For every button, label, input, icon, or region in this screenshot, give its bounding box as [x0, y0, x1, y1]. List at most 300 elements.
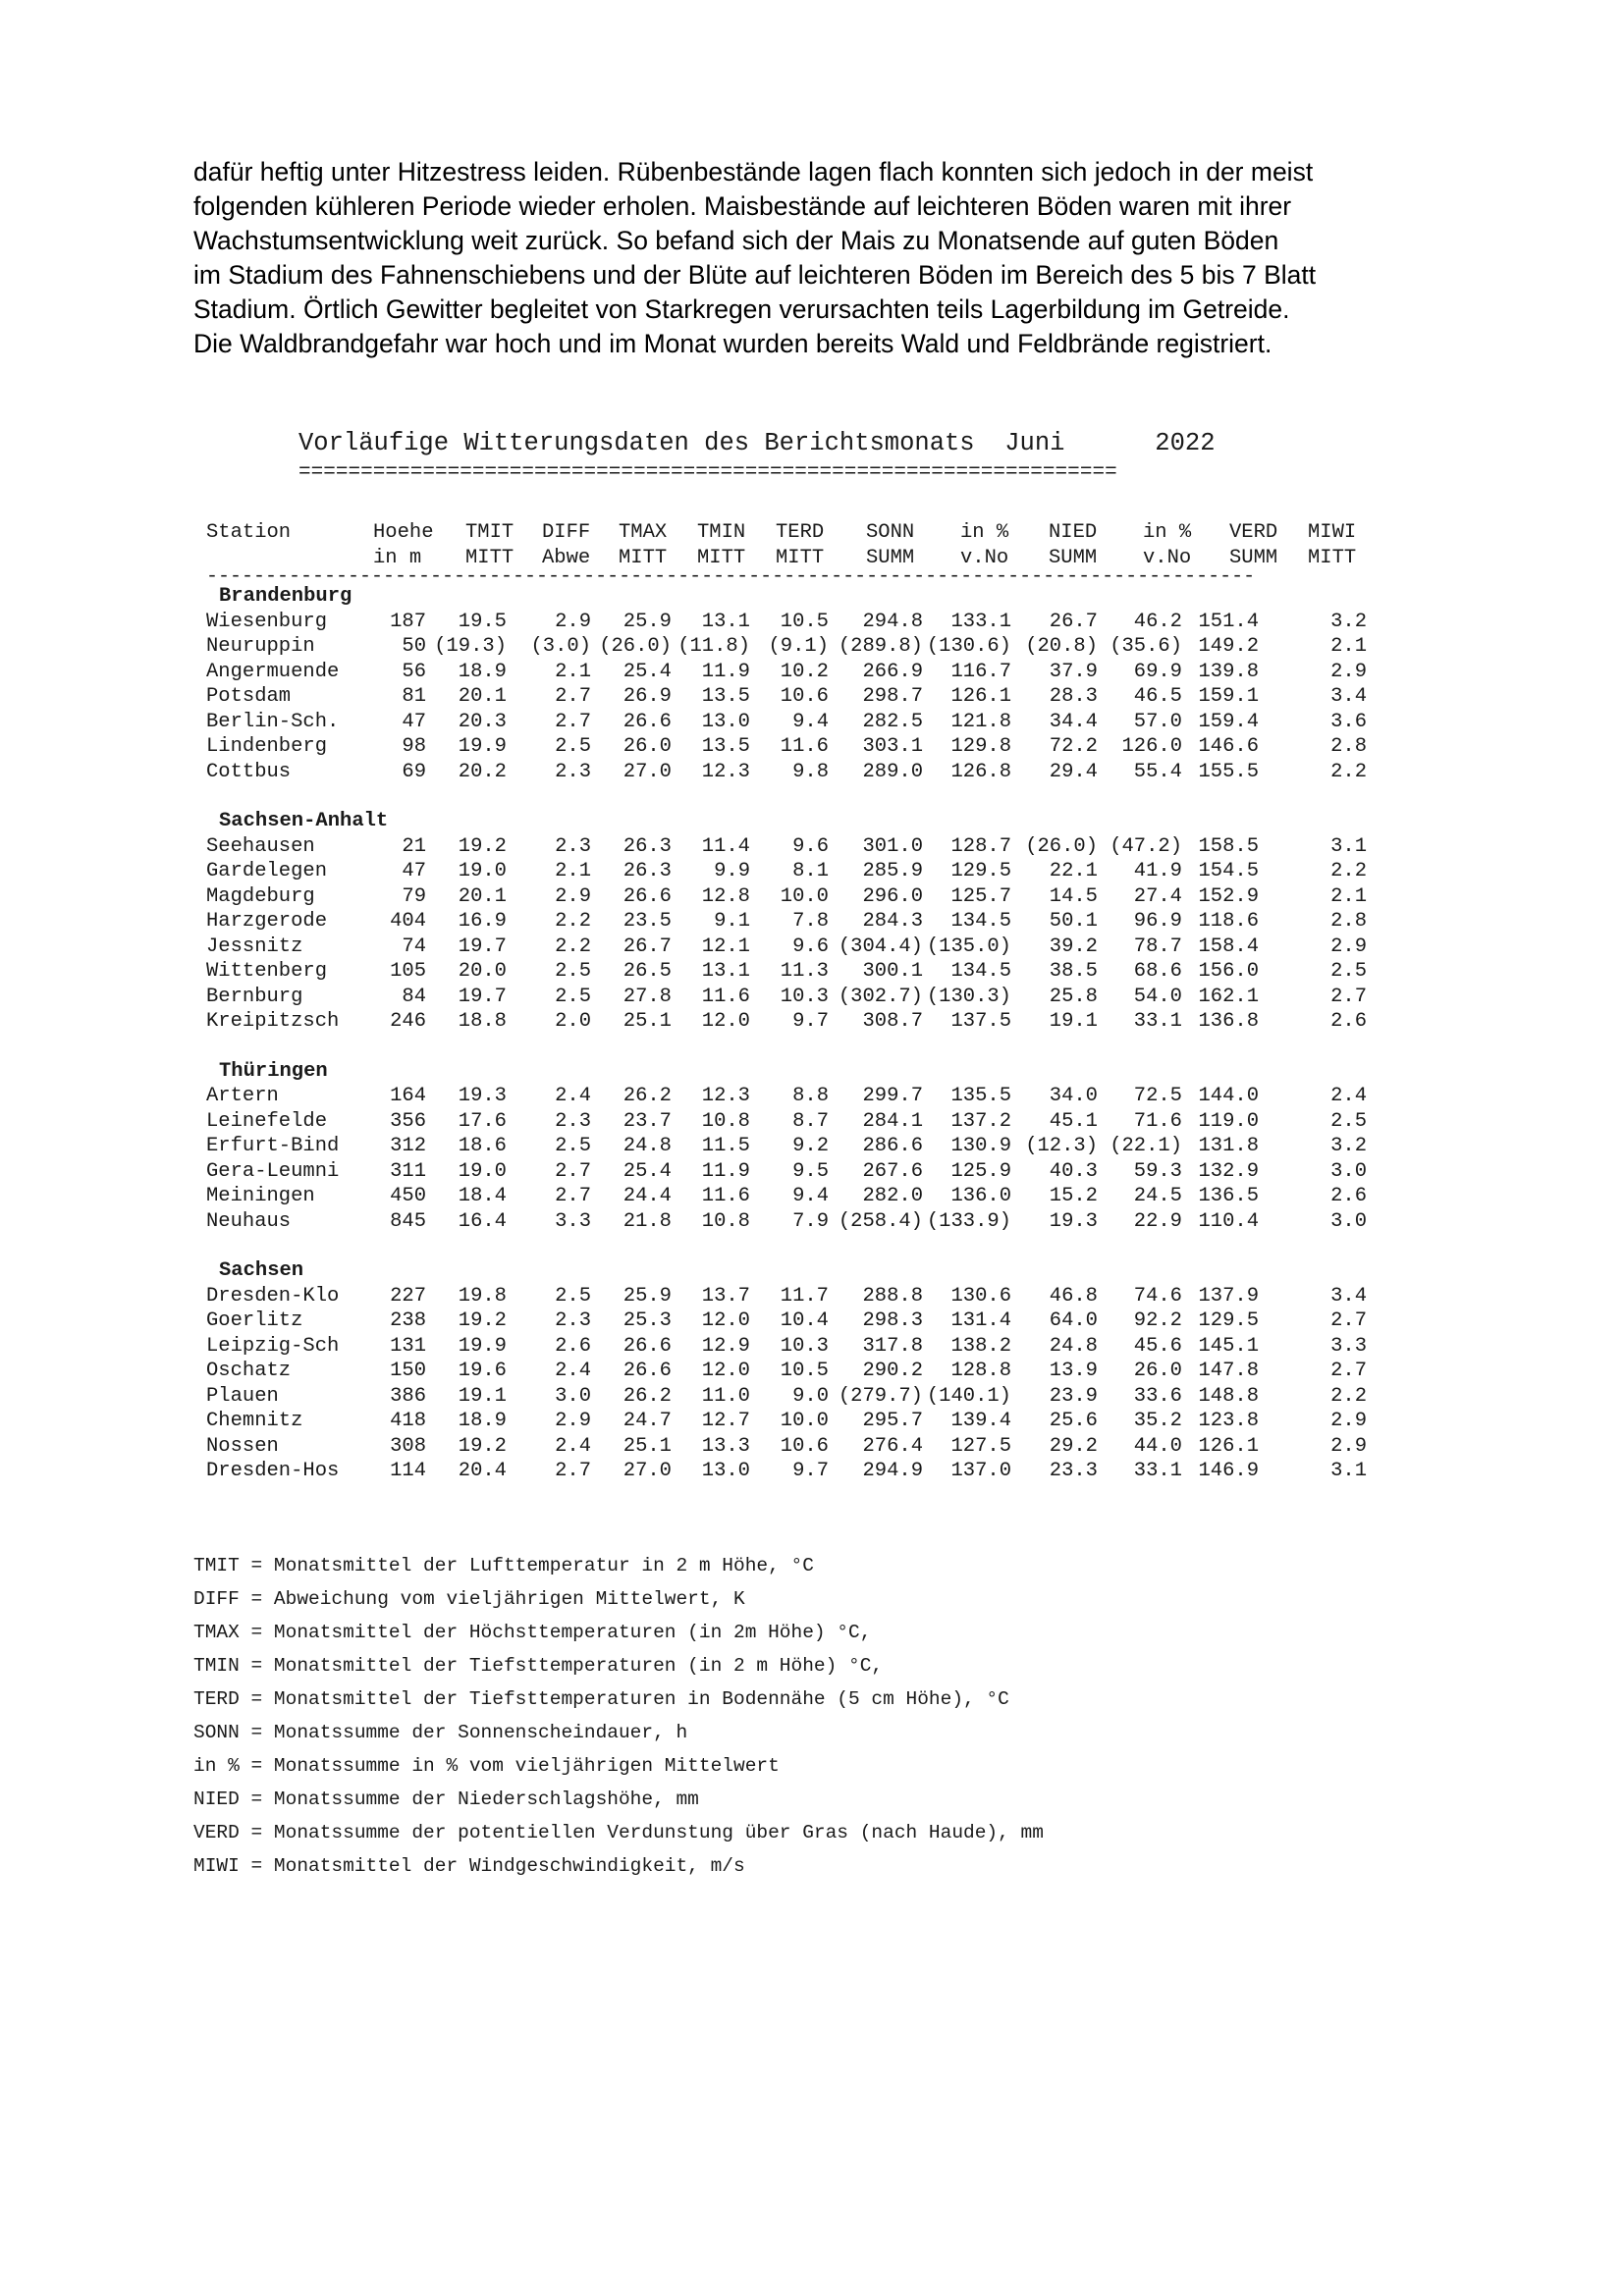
legend-item: DIFF = Abweichung vom vieljährigen Mittelwert, K	[193, 1588, 745, 1610]
table-cell: 12.1	[701, 934, 750, 958]
table-cell: 2.3	[555, 1109, 591, 1133]
station-name: Neuhaus	[206, 1209, 292, 1233]
table-cell: 356	[390, 1109, 426, 1133]
legend-item: TMAX = Monatsmittel der Höchsttemperaturen (in 2m Höhe) °C,	[193, 1622, 872, 1643]
table-cell: 12.0	[701, 1010, 750, 1033]
column-header: TMAX	[619, 521, 668, 544]
table-cell: 11.7	[780, 1284, 829, 1308]
column-header: MITT	[1308, 546, 1357, 569]
table-cell: 29.4	[1049, 760, 1098, 783]
legend-item: TMIN = Monatsmittel der Tiefsttemperaturen (in 2 m Höhe) °C,	[193, 1655, 884, 1677]
table-cell: (135.0)	[926, 934, 1011, 958]
table-cell: 22.9	[1133, 1209, 1182, 1233]
table-cell: 46.5	[1133, 685, 1182, 708]
table-cell: 284.1	[862, 1109, 923, 1133]
table-cell: 26.0	[1133, 1360, 1182, 1382]
table-cell: 131	[390, 1334, 426, 1358]
table-cell: 9.9	[714, 860, 750, 882]
table-cell: 12.7	[701, 1410, 750, 1432]
table-cell: 139.4	[950, 1410, 1011, 1432]
table-cell: 2.5	[555, 960, 591, 983]
legend-item: SONN = Monatssumme der Sonnenscheindauer, h	[193, 1722, 688, 1743]
column-header: v.No	[960, 546, 1009, 569]
table-cell: 289.0	[862, 760, 923, 783]
table-cell: 8.7	[792, 1109, 829, 1133]
table-cell: 12.3	[701, 1085, 750, 1107]
table-cell: 10.5	[780, 1360, 829, 1382]
table-cell: 10.2	[780, 660, 829, 683]
station-name: Harzgerode	[206, 910, 328, 933]
table-cell: 13.1	[701, 960, 750, 983]
station-name: Chemnitz	[206, 1410, 303, 1432]
table-cell: 9.4	[792, 1185, 829, 1207]
column-header: SUMM	[1229, 546, 1278, 569]
table-cell: 25.4	[623, 1159, 672, 1183]
table-cell: 11.5	[701, 1135, 750, 1157]
table-cell: 11.4	[701, 834, 750, 858]
table-cell: 2.2	[1330, 860, 1367, 882]
table-cell: 2.7	[1330, 985, 1367, 1008]
table-cell: (11.8)	[677, 635, 750, 658]
table-cell: 308.7	[862, 1010, 923, 1033]
table-row	[206, 859, 1394, 884]
table-cell: 154.5	[1198, 860, 1259, 882]
table-cell: 8.1	[792, 860, 829, 882]
table-cell: 136.0	[950, 1185, 1011, 1207]
header-row	[206, 520, 1394, 546]
table-cell: 133.1	[950, 610, 1011, 633]
table-cell: 10.4	[780, 1309, 829, 1332]
table-cell: 12.8	[701, 884, 750, 908]
table-cell: 33.1	[1133, 1010, 1182, 1033]
column-header: TMIT	[465, 521, 514, 544]
intro-line: Die Waldbrandgefahr war hoch und im Monat wurden bereits Wald und Feldbrände registriert.	[193, 329, 1272, 358]
table-cell: 2.6	[1330, 1010, 1367, 1033]
table-cell: 20.1	[458, 884, 507, 908]
table-cell: 45.6	[1133, 1334, 1182, 1358]
table-cell: 9.5	[792, 1159, 829, 1183]
table-cell: 16.4	[458, 1209, 507, 1233]
table-cell: 294.8	[862, 610, 923, 633]
table-cell: 136.8	[1198, 1010, 1259, 1033]
weather-table	[206, 520, 1394, 1484]
table-cell: 10.3	[780, 1334, 829, 1358]
table-cell: 2.9	[1330, 1410, 1367, 1432]
table-cell: (130.3)	[926, 985, 1011, 1008]
header-row	[206, 546, 1394, 571]
column-header: in %	[960, 521, 1009, 544]
column-header: Hoehe	[373, 521, 434, 544]
table-cell: 282.0	[862, 1185, 923, 1207]
table-row	[206, 1109, 1394, 1135]
table-cell: 2.0	[555, 1010, 591, 1033]
table-cell: 8.8	[792, 1085, 829, 1107]
table-cell: 303.1	[862, 735, 923, 758]
table-cell: 150	[390, 1360, 426, 1382]
column-header: MITT	[697, 546, 746, 569]
table-cell: 149.2	[1198, 635, 1259, 658]
table-cell: 9.4	[792, 710, 829, 733]
station-name: Angermuende	[206, 660, 340, 683]
table-cell: 2.5	[1330, 960, 1367, 983]
table-cell: 26.3	[623, 834, 672, 858]
table-row	[206, 634, 1394, 660]
table-cell: 2.9	[555, 1410, 591, 1432]
table-cell: 2.1	[1330, 884, 1367, 908]
table-cell: 18.4	[458, 1185, 507, 1207]
report-month: Juni	[1004, 429, 1065, 457]
table-cell: 125.9	[950, 1159, 1011, 1183]
table-cell: (304.4)	[838, 934, 923, 958]
table-cell: 137.5	[950, 1010, 1011, 1033]
table-row	[206, 1009, 1394, 1035]
intro-line: Stadium. Örtlich Gewitter begleitet von Starkregen verursachten teils Lagerbildung im Getreide.	[193, 294, 1290, 324]
table-cell: 308	[390, 1434, 426, 1458]
table-cell: 296.0	[862, 884, 923, 908]
legend-item: TERD = Monatsmittel der Tiefsttemperaturen in Bodennähe (5 cm Höhe), °C	[193, 1688, 1009, 1710]
table-cell: 246	[390, 1010, 426, 1033]
table-cell: 9.1	[714, 910, 750, 933]
table-cell: 26.6	[623, 1360, 672, 1382]
table-cell: 28.3	[1049, 685, 1098, 708]
table-cell: 162.1	[1198, 985, 1259, 1008]
table-cell: 137.0	[950, 1460, 1011, 1482]
table-cell: 138.2	[950, 1334, 1011, 1358]
table-row	[206, 734, 1394, 760]
station-name: Meiningen	[206, 1185, 315, 1207]
group-gap	[206, 1234, 1394, 1258]
table-cell: 13.5	[701, 685, 750, 708]
table-cell: (22.1)	[1110, 1135, 1182, 1157]
table-cell: 284.3	[862, 910, 923, 933]
intro-paragraph	[193, 155, 1489, 361]
table-cell: 13.1	[701, 610, 750, 633]
region-heading: Sachsen	[219, 1259, 304, 1282]
table-row	[206, 959, 1394, 985]
table-cell: 25.4	[623, 660, 672, 683]
table-row	[206, 1084, 1394, 1109]
table-row	[206, 934, 1394, 960]
table-cell: 20.0	[458, 960, 507, 983]
table-cell: 10.0	[780, 884, 829, 908]
table-cell: 312	[390, 1135, 426, 1157]
table-cell: 12.0	[701, 1309, 750, 1332]
table-cell: 418	[390, 1410, 426, 1432]
table-cell: 19.5	[458, 610, 507, 633]
table-row	[206, 985, 1394, 1010]
table-cell: 2.9	[555, 610, 591, 633]
table-row	[206, 884, 1394, 910]
table-cell: 148.8	[1198, 1384, 1259, 1408]
table-cell: 39.2	[1049, 934, 1098, 958]
table-cell: 2.5	[555, 1284, 591, 1308]
table-cell: 50.1	[1049, 910, 1098, 933]
table-cell: 845	[390, 1209, 426, 1233]
table-cell: 72.5	[1133, 1085, 1182, 1107]
table-cell: (20.8)	[1025, 635, 1098, 658]
table-cell: 2.7	[1330, 1309, 1367, 1332]
table-cell: 19.9	[458, 735, 507, 758]
table-cell: 33.6	[1133, 1384, 1182, 1408]
table-cell: 81	[402, 685, 426, 708]
table-cell: 2.2	[1330, 760, 1367, 783]
table-cell: 2.4	[555, 1434, 591, 1458]
table-cell: 27.4	[1133, 884, 1182, 908]
column-header: in m	[373, 546, 422, 569]
table-cell: 2.8	[1330, 910, 1367, 933]
table-cell: 2.2	[555, 934, 591, 958]
column-header: MITT	[619, 546, 668, 569]
table-cell: 19.1	[1049, 1010, 1098, 1033]
table-cell: 23.3	[1049, 1460, 1098, 1482]
table-cell: 9.2	[792, 1135, 829, 1157]
table-cell: 25.8	[1049, 985, 1098, 1008]
table-cell: (9.1)	[768, 635, 829, 658]
table-cell: (140.1)	[926, 1384, 1011, 1408]
table-cell: 238	[390, 1309, 426, 1332]
table-cell: 64.0	[1049, 1309, 1098, 1332]
table-cell: 11.6	[701, 985, 750, 1008]
table-cell: 19.7	[458, 985, 507, 1008]
table-cell: 33.1	[1133, 1460, 1182, 1482]
table-cell: 38.5	[1049, 960, 1098, 983]
table-cell: 317.8	[862, 1334, 923, 1358]
table-cell: 18.6	[458, 1135, 507, 1157]
table-row	[206, 834, 1394, 860]
table-cell: 2.7	[555, 1185, 591, 1207]
table-cell: 2.3	[555, 834, 591, 858]
table-cell: 19.2	[458, 1434, 507, 1458]
table-cell: 14.5	[1049, 884, 1098, 908]
table-cell: 123.8	[1198, 1410, 1259, 1432]
station-name: Neuruppin	[206, 635, 315, 658]
column-header: SUMM	[1049, 546, 1098, 569]
table-cell: 26.7	[623, 934, 672, 958]
table-cell: 131.8	[1198, 1135, 1259, 1157]
table-cell: 19.2	[458, 1309, 507, 1332]
station-name: Wittenberg	[206, 960, 328, 983]
table-cell: 126.0	[1121, 735, 1182, 758]
table-cell: 19.0	[458, 860, 507, 882]
table-row	[206, 710, 1394, 735]
table-cell: 151.4	[1198, 610, 1259, 633]
table-row	[206, 1284, 1394, 1309]
table-cell: 404	[390, 910, 426, 933]
table-cell: 18.9	[458, 1410, 507, 1432]
table-cell: 2.9	[555, 884, 591, 908]
station-name: Leipzig-Sch	[206, 1334, 340, 1358]
table-row	[206, 1159, 1394, 1185]
table-cell: 3.1	[1330, 1460, 1367, 1482]
table-cell: 26.6	[623, 1334, 672, 1358]
table-cell: 129.5	[1198, 1309, 1259, 1332]
table-cell: 144.0	[1198, 1085, 1259, 1107]
table-cell: 96.9	[1133, 910, 1182, 933]
table-cell: 24.8	[623, 1135, 672, 1157]
table-cell: 156.0	[1198, 960, 1259, 983]
table-cell: 25.3	[623, 1309, 672, 1332]
station-name: Nossen	[206, 1434, 279, 1458]
table-cell: 164	[390, 1085, 426, 1107]
table-cell: 299.7	[862, 1085, 923, 1107]
table-cell: 3.4	[1330, 1284, 1367, 1308]
table-row	[206, 684, 1394, 710]
table-cell: 2.6	[1330, 1185, 1367, 1207]
table-cell: 105	[390, 960, 426, 983]
table-cell: 155.5	[1198, 760, 1259, 783]
table-cell: 3.0	[555, 1384, 591, 1408]
table-cell: 19.8	[458, 1284, 507, 1308]
table-cell: 3.0	[1330, 1159, 1367, 1183]
table-cell: 3.2	[1330, 1135, 1367, 1157]
table-cell: 34.4	[1049, 710, 1098, 733]
table-cell: 126.1	[1198, 1434, 1259, 1458]
table-cell: 26.5	[623, 960, 672, 983]
table-cell: 2.1	[1330, 635, 1367, 658]
table-cell: 298.7	[862, 685, 923, 708]
table-cell: 286.6	[862, 1135, 923, 1157]
station-name: Dresden-Hos	[206, 1460, 340, 1482]
table-cell: 19.6	[458, 1360, 507, 1382]
table-cell: 24.5	[1133, 1185, 1182, 1207]
table-cell: 19.1	[458, 1384, 507, 1408]
legend-item: NIED = Monatssumme der Niederschlagshöhe, mm	[193, 1789, 699, 1810]
table-cell: 19.3	[1049, 1209, 1098, 1233]
table-cell: 13.7	[701, 1284, 750, 1308]
table-cell: 294.9	[862, 1460, 923, 1482]
table-cell: 2.4	[555, 1085, 591, 1107]
group-gap	[206, 1035, 1394, 1059]
table-cell: 136.5	[1198, 1185, 1259, 1207]
table-cell: 11.6	[780, 735, 829, 758]
table-cell: 69	[402, 760, 426, 783]
station-name: Bernburg	[206, 985, 303, 1008]
table-cell: 2.5	[555, 1135, 591, 1157]
table-cell: 2.5	[1330, 1109, 1367, 1133]
table-cell: (3.0)	[530, 635, 591, 658]
table-cell: 298.3	[862, 1309, 923, 1332]
table-cell: 20.1	[458, 685, 507, 708]
station-name: Cottbus	[206, 760, 292, 783]
table-cell: 12.9	[701, 1334, 750, 1358]
table-cell: 288.8	[862, 1284, 923, 1308]
station-name: Magdeburg	[206, 884, 315, 908]
table-cell: 35.2	[1133, 1410, 1182, 1432]
table-cell: 159.1	[1198, 685, 1259, 708]
table-cell: 2.3	[555, 760, 591, 783]
table-cell: 276.4	[862, 1434, 923, 1458]
table-cell: 11.9	[701, 660, 750, 683]
table-cell: 34.0	[1049, 1085, 1098, 1107]
table-cell: 26.7	[1049, 610, 1098, 633]
table-cell: 56	[402, 660, 426, 683]
table-row	[206, 1184, 1394, 1209]
region-heading: Brandenburg	[219, 585, 352, 608]
table-cell: 98	[402, 735, 426, 758]
column-header: SONN	[866, 521, 915, 544]
table-cell: 29.2	[1049, 1434, 1098, 1458]
table-cell: 2.7	[1330, 1360, 1367, 1382]
station-name: Jessnitz	[206, 934, 303, 958]
table-cell: (289.8)	[838, 635, 923, 658]
table-cell: 130.6	[950, 1284, 1011, 1308]
table-cell: (19.3)	[434, 635, 507, 658]
table-cell: (12.3)	[1025, 1135, 1098, 1157]
table-cell: (302.7)	[838, 985, 923, 1008]
station-name: Plauen	[206, 1384, 279, 1408]
report-title	[298, 429, 1216, 457]
column-header: TERD	[776, 521, 825, 544]
table-row	[206, 1334, 1394, 1360]
table-cell: 2.5	[555, 735, 591, 758]
table-cell: 21	[402, 834, 426, 858]
report-year: 2022	[1155, 429, 1216, 457]
column-header: MITT	[465, 546, 514, 569]
table-cell: 68.6	[1133, 960, 1182, 983]
table-cell: 134.5	[950, 910, 1011, 933]
table-cell: 74.6	[1133, 1284, 1182, 1308]
table-cell: 2.1	[555, 860, 591, 882]
table-cell: 69.9	[1133, 660, 1182, 683]
station-name: Gera-Leumni	[206, 1159, 340, 1183]
table-cell: 18.8	[458, 1010, 507, 1033]
table-cell: 158.4	[1198, 934, 1259, 958]
header-rule: -----------------------------------------------------------------------------------------	[206, 570, 1256, 584]
table-cell: 10.3	[780, 985, 829, 1008]
table-cell: 2.9	[1330, 934, 1367, 958]
table-cell: 126.8	[950, 760, 1011, 783]
legend-item: VERD = Monatssumme der potentiellen Verdunstung über Gras (nach Haude), mm	[193, 1822, 1044, 1843]
station-name: Oschatz	[206, 1360, 292, 1382]
table-cell: 146.9	[1198, 1460, 1259, 1482]
column-header: SUMM	[866, 546, 915, 569]
table-cell: 130.9	[950, 1135, 1011, 1157]
table-cell: 23.9	[1049, 1384, 1098, 1408]
table-cell: 11.0	[701, 1384, 750, 1408]
table-cell: 27.8	[623, 985, 672, 1008]
table-cell: 145.1	[1198, 1334, 1259, 1358]
table-cell: 25.9	[623, 1284, 672, 1308]
table-cell: 127.5	[950, 1434, 1011, 1458]
table-cell: 27.0	[623, 760, 672, 783]
table-row	[206, 1308, 1394, 1334]
table-cell: 19.7	[458, 934, 507, 958]
table-cell: 3.1	[1330, 834, 1367, 858]
table-cell: 2.7	[555, 710, 591, 733]
table-cell: 12.0	[701, 1360, 750, 1382]
table-cell: 74	[402, 934, 426, 958]
table-cell: 10.6	[780, 1434, 829, 1458]
table-cell: 59.3	[1133, 1159, 1182, 1183]
table-cell: 79	[402, 884, 426, 908]
table-cell: 9.8	[792, 760, 829, 783]
table-row	[206, 1134, 1394, 1159]
table-cell: 47	[402, 860, 426, 882]
table-cell: 152.9	[1198, 884, 1259, 908]
station-name: Artern	[206, 1085, 279, 1107]
table-row	[206, 1459, 1394, 1484]
table-cell: 2.7	[555, 685, 591, 708]
table-cell: 3.0	[1330, 1209, 1367, 1233]
table-cell: (279.7)	[838, 1384, 923, 1408]
table-cell: 19.3	[458, 1085, 507, 1107]
table-cell: 128.8	[950, 1360, 1011, 1382]
table-cell: 26.6	[623, 710, 672, 733]
table-row	[206, 610, 1394, 635]
table-cell: 9.7	[792, 1010, 829, 1033]
table-cell: 118.6	[1198, 910, 1259, 933]
station-name: Erfurt-Bind	[206, 1135, 340, 1157]
